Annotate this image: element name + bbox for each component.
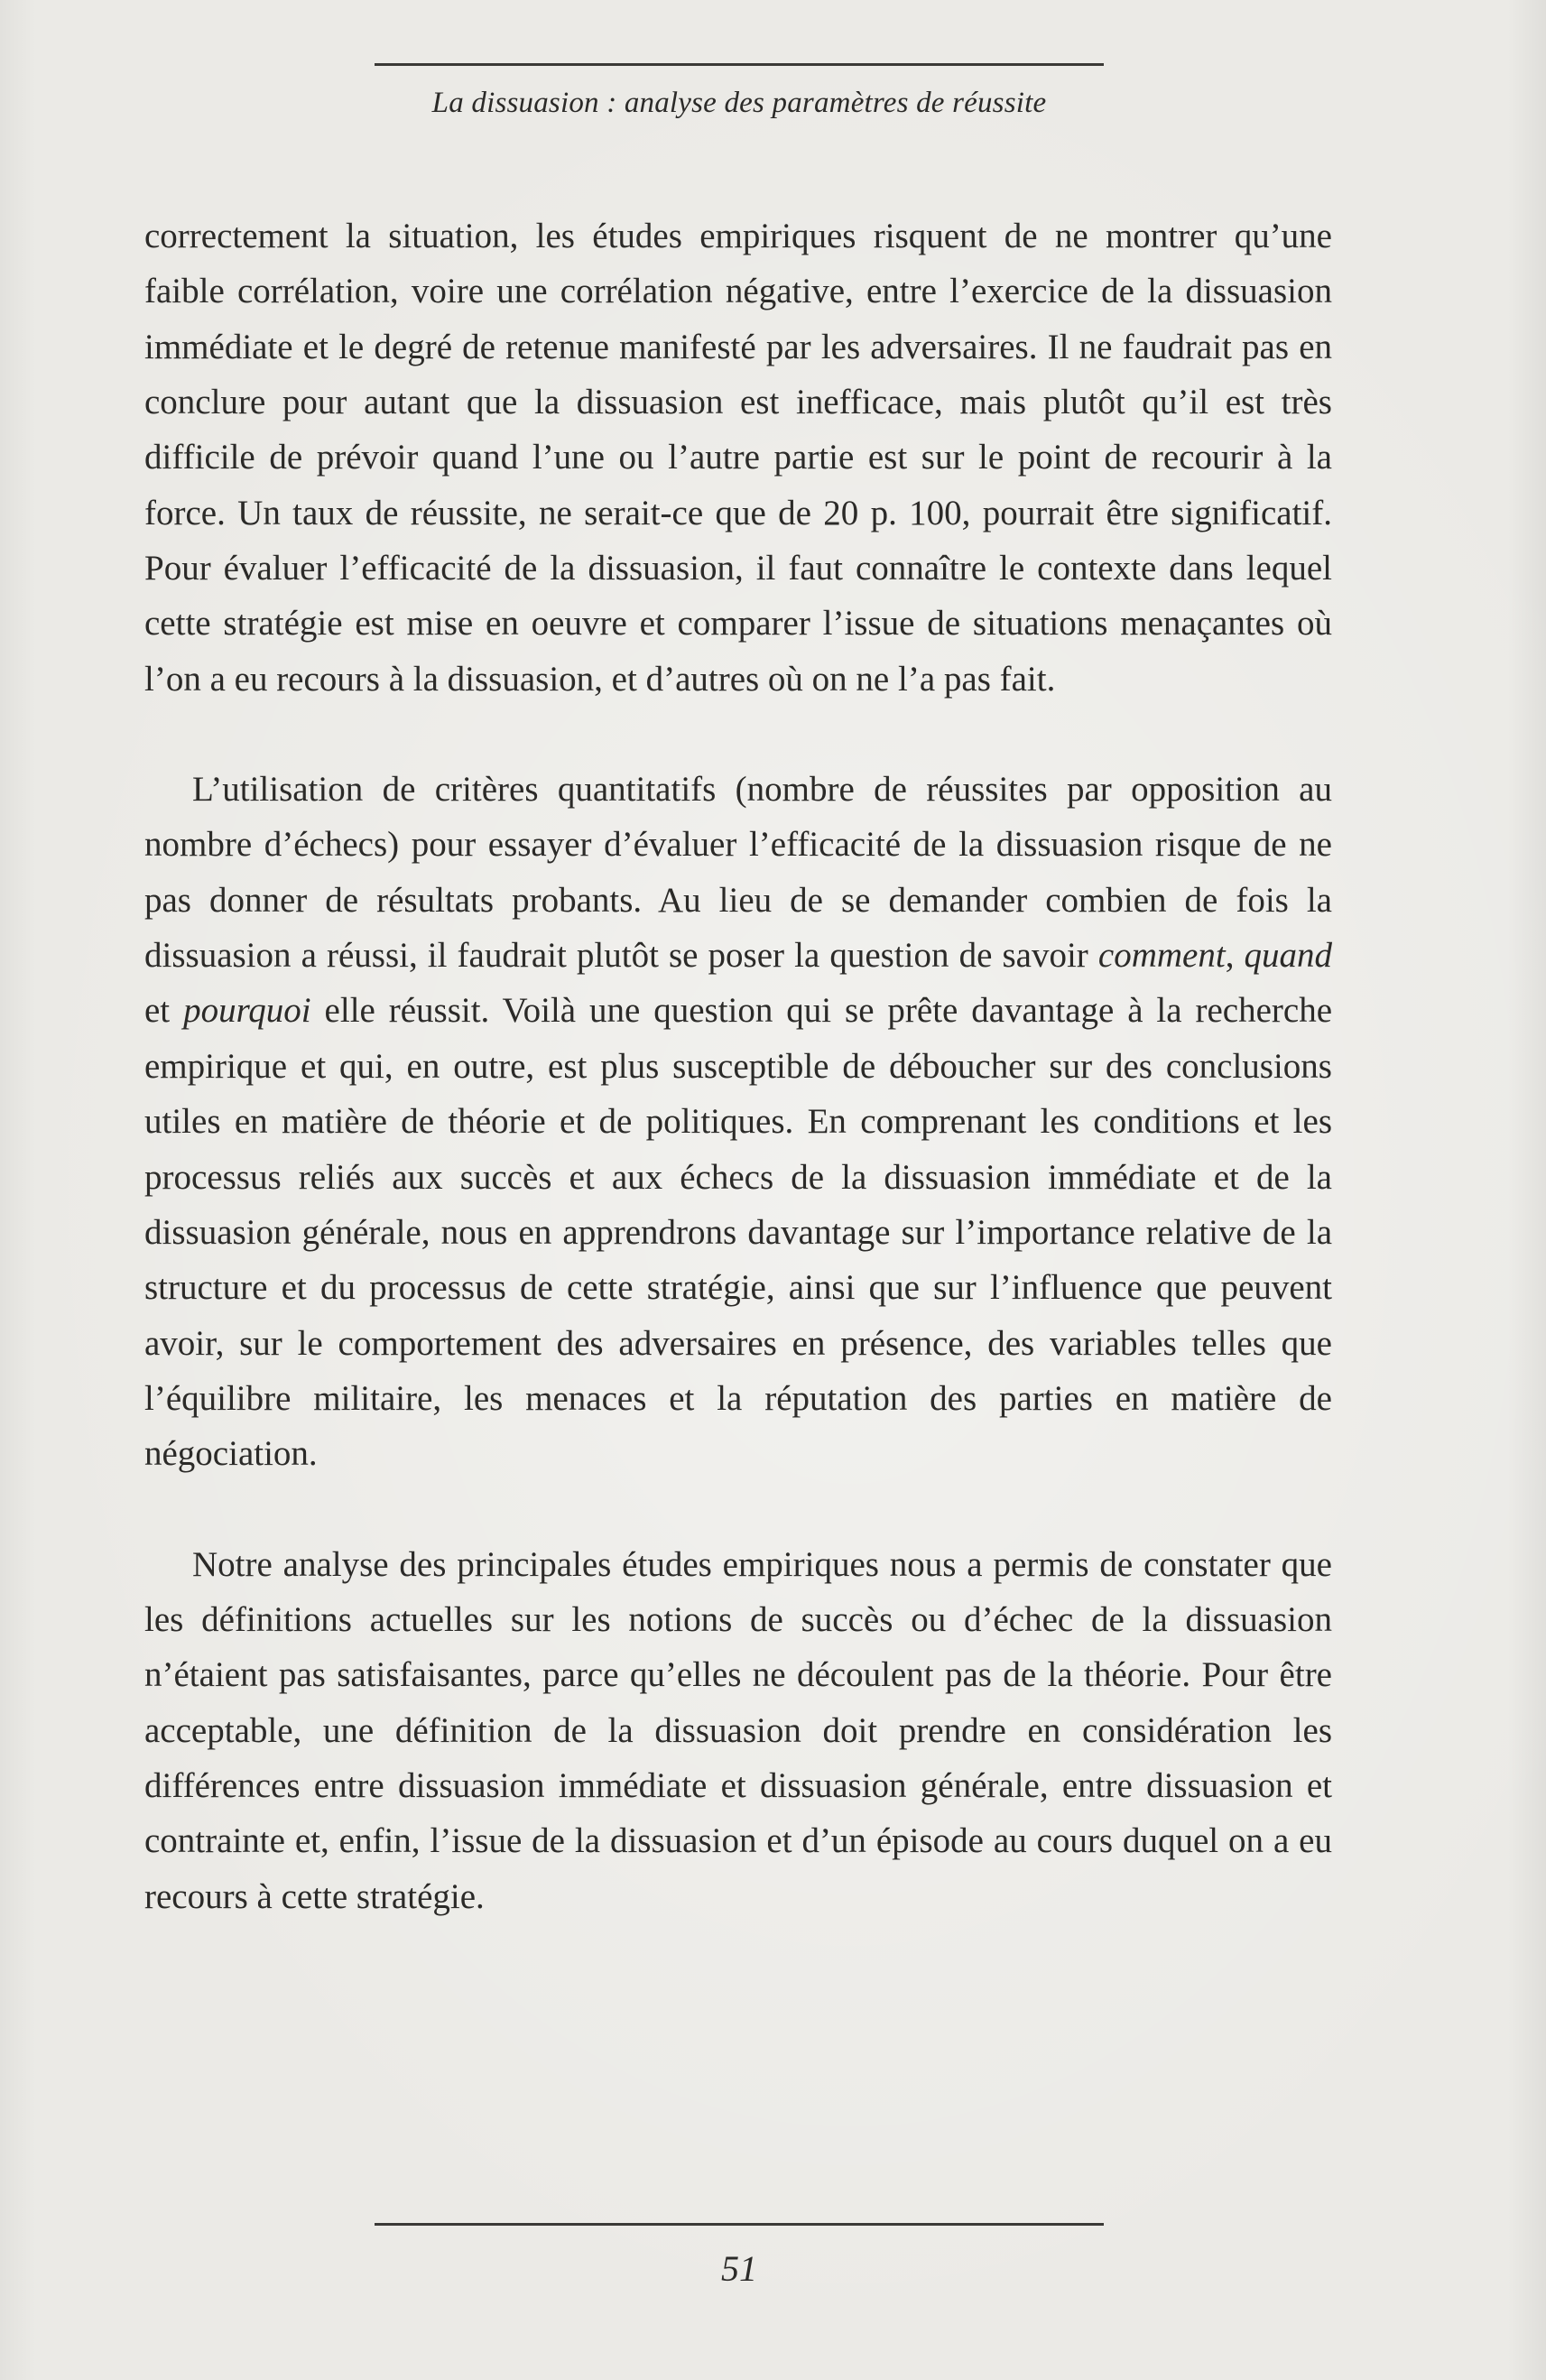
body-text (144, 208, 1332, 1924)
emphasis-pourquoi: pourquoi (183, 991, 311, 1031)
paragraph-3-text: Notre analyse des principales études empiriques nous a permis de constater que les définitions actuelles sur les notions de succès ou d’échec de la dissuasion n’étaient pas satisfaisantes, parce qu’elles ne découlent pas de la théorie. Pour être acceptable, une définition de la dissuasion doit prendre en considération les différences entre dissuasion immédiate et dissuasion générale, entre dissuasion et contrainte et, enfin, l’issue de la dissuasion et d’un épisode au cours duquel on a eu recours à cette stratégie. (144, 1544, 1332, 1916)
paragraph-1: correctement la situation, les études empiriques risquent de ne montrer qu’une faible corrélation, voire une corrélation négative, entre l’exercice de la dissuasion immédiate et le degré de retenue manifesté par les adversaires. Il ne faudrait pas en conclure pour autant que la dissuasion est inefficace, mais plutôt qu’il est très difficile de prévoir quand l’une ou l’autre partie est sur le point de recourir à la force. Un taux de réussite, ne serait-ce que de 20 p. 100, pourrait être significatif. Pour évaluer l’efficacité de la dissuasion, il faut connaître le contexte dans lequel cette stratégie est mise en oeuvre et comparer l’issue de situations menaçantes où l’on a eu recours à la dissuasion, et d’autres où on ne l’a pas fait. (144, 217, 1332, 699)
footer-rule (375, 2223, 1104, 2226)
page-number: 51 (721, 2248, 757, 2289)
header-rule (375, 63, 1104, 66)
paragraph-2-part-2: elle réussit. Voilà une question qui se prête davantage à la recherche empirique et qui, en outre, est plus susceptible de déboucher sur des conclusions utiles en matière de théorie et de politiques. En comprenant les conditions et les processus reliés aux succès et aux échecs de la dissuasion immédiate et de la dissuasion générale, nous en apprendrons davantage sur l’importance relative de la structure et du processus de cette stratégie, ainsi que sur l’influence que peuvent avoir, sur le comportement des adversaires en présence, des variables telles que l’équilibre militaire, les menaces et la réputation des parties en matière de négociation. (144, 991, 1333, 1474)
paragraph-2-part-1: L’utilisation de critères quantitatifs (nombre de réussites par opposition au nombre d’échecs) pour essayer d’évaluer l’efficacité de la dissuasion risque de ne pas donner de résultats probants. Au lieu de se demander combien de fois la dissuasion a réussi, il faudrait plutôt se poser la question de savoir (144, 770, 1332, 976)
emphasis-comment: comment (1097, 936, 1226, 976)
paragraph-2 (144, 762, 1332, 1481)
emphasis-quand: quand (1244, 936, 1333, 976)
separator-et: et (144, 991, 171, 1031)
paragraph-3 (144, 1537, 1332, 1924)
separator-comma: , (1225, 936, 1235, 976)
running-head: La dissuasion : analyse des paramètres de réussite (431, 87, 1047, 119)
